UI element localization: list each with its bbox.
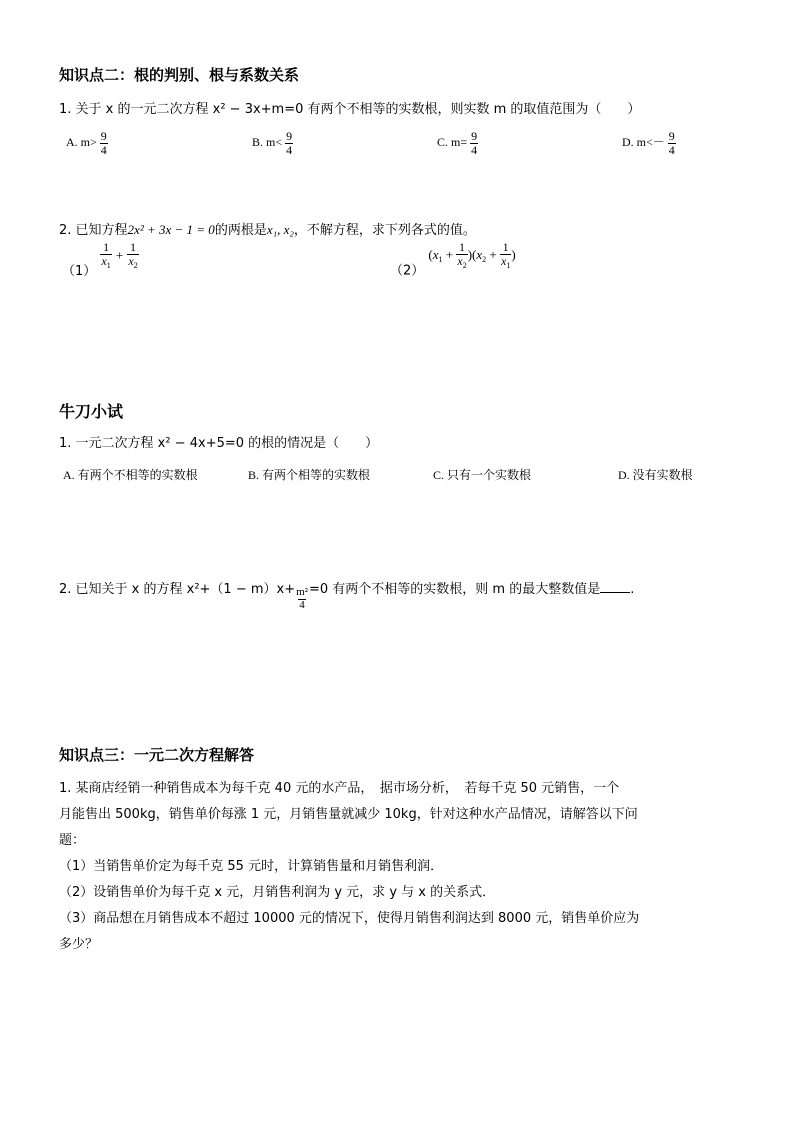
fraction-numerator: 9	[286, 129, 293, 143]
word-problem-sub-1: （1）当销售单价定为每千克 55 元时，计算销售量和月销售利润．	[59, 859, 444, 874]
practice-option-a[interactable]: A. 有两个不相等的实数根	[63, 468, 198, 482]
section-title-solving: 知识点三：一元二次方程解答	[59, 746, 255, 764]
option-d-label: D. m	[622, 134, 646, 149]
practice-question-1-text: 1. 一元二次方程 x² − 4x+5=0 的根的情况是（ ）	[59, 436, 379, 451]
question-2-prefix: 2. 已知方程	[59, 223, 128, 238]
practice-q2-end: .	[630, 582, 635, 597]
fraction-denominator: 4	[100, 142, 107, 157]
fraction-denominator: 4	[668, 142, 675, 157]
option-d-relation: <－	[646, 134, 665, 149]
question-2-suffix: ，不解方程，求下列各式的值。	[293, 223, 476, 238]
word-problem-sub-2: （2）设销售单价为每千克 x 元，月销售利润为 y 元，求 y 与 x 的关系式．	[59, 885, 496, 900]
expression-sum-reciprocals: $\frac{1}{x_1}$ + $\frac{1}{x_2}$	[101, 240, 138, 270]
sub-question-1	[62, 241, 139, 279]
practice-option-c[interactable]: C. 只有一个实数根	[433, 468, 532, 482]
sub-question-2-label: （2）	[390, 263, 425, 279]
answer-blank[interactable]	[600, 580, 630, 593]
practice-q2-after: =0 有两个不相等的实数根，则 m 的最大整数值是	[308, 582, 601, 597]
fraction-numerator: 9	[100, 129, 107, 143]
option-c-label: C. m	[437, 134, 461, 149]
practice-q2-before: 2. 已知关于 x 的方程 x²+（1 − m）x+	[59, 582, 296, 597]
word-problem-line-2: 月能售出 500kg，销售单价每涨 1 元，月销售量就减少 10kg，针对这种水产品情况，请解答以下问	[59, 807, 638, 822]
question-2-mid: 的两根是	[214, 223, 267, 238]
fraction-denominator: 4	[299, 598, 305, 611]
option-a-label: A. m	[66, 134, 90, 149]
practice-option-d[interactable]: D. 没有实数根	[618, 468, 693, 482]
fraction-numerator: 9	[471, 129, 478, 143]
question-2-roots: x₁, x₂	[266, 222, 294, 237]
section-title-roots: 知识点二：根的判别、根与系数关系	[59, 66, 300, 84]
word-problem-sub-3-line-1: （3）商品想在月销售成本不超过 10000 元的情况下，使得月销售利润达到 8000 元，销售单价应为	[59, 911, 640, 926]
option-c-relation: =	[460, 134, 468, 149]
option-d-fraction	[668, 130, 676, 156]
expression-product: ($x_1$ + $\frac{1}{x_2}$ )($x_2$ + $\frac{1}{x_1}$ )	[428, 240, 516, 270]
option-b-label: B. m	[252, 134, 276, 149]
question-2-equation: 2x² + 3x − 1 = 0	[127, 222, 215, 237]
option-d[interactable]	[622, 130, 676, 156]
fraction-denominator: 4	[471, 142, 478, 157]
practice-question-2-text	[59, 578, 634, 611]
sub-question-2	[390, 241, 516, 278]
option-a-fraction	[100, 130, 108, 156]
practice-option-b[interactable]: B. 有两个相等的实数根	[248, 468, 371, 482]
fraction-numerator: m²	[296, 586, 308, 598]
question-1-text: 1. 关于 x 的一元二次方程 x² − 3x+m=0 有两个不相等的实数根，则实数 m 的取值范围为（ ）	[59, 102, 641, 117]
practice-q2-fraction	[295, 587, 309, 611]
word-problem-line-3: 题：	[59, 833, 86, 848]
option-c-fraction	[470, 130, 478, 156]
section-title-practice: 牛刀小试	[59, 402, 124, 421]
word-problem-line-1: 1. 某商店经销一种销售成本为每千克 40 元的水产品， 据市场分析， 若每千克 50 元销售，一个	[59, 781, 620, 796]
option-c[interactable]	[437, 130, 478, 156]
option-a[interactable]	[66, 130, 108, 156]
option-b-fraction	[285, 130, 293, 156]
word-problem	[59, 776, 749, 958]
question-2-text	[59, 219, 476, 238]
option-b-relation: <	[275, 134, 283, 149]
word-problem-sub-3-line-2: 多少？	[59, 937, 99, 952]
option-a-relation: >	[90, 134, 97, 149]
fraction-denominator: 4	[286, 142, 293, 157]
fraction-numerator: 9	[668, 129, 675, 143]
option-b[interactable]	[252, 130, 293, 156]
sub-question-1-label: （1）	[62, 263, 97, 279]
